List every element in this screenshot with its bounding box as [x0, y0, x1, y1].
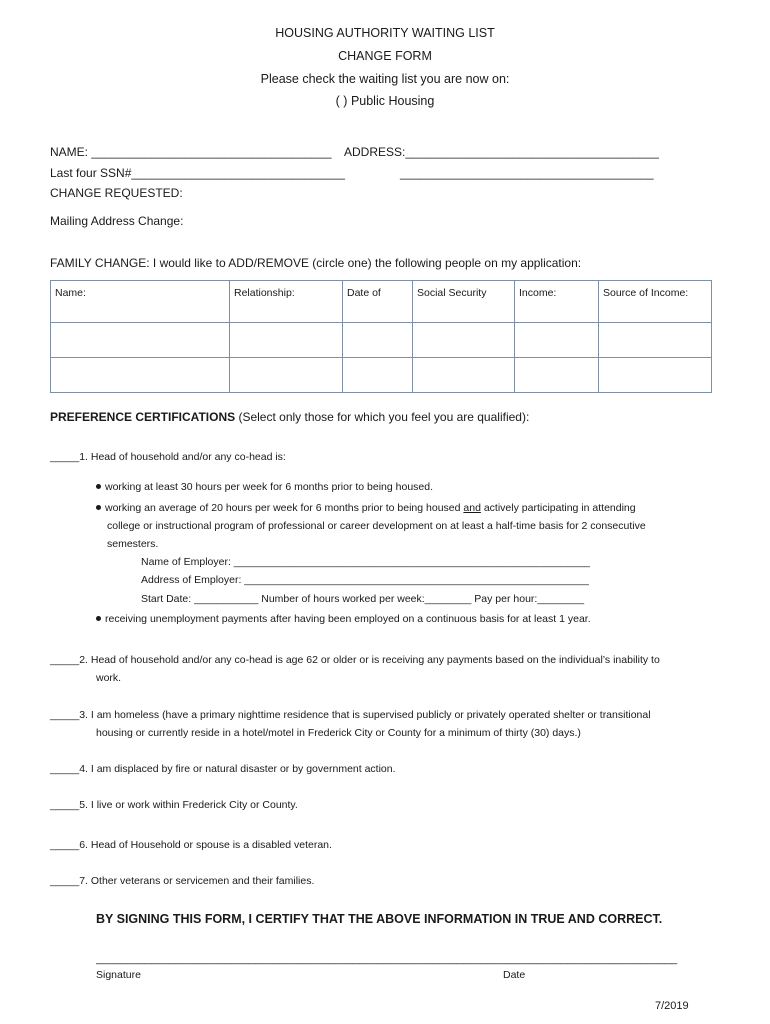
preference-item-4[interactable]: _____4. I am displaced by fire or natural disaster or by government action.: [50, 763, 396, 775]
table-cell[interactable]: [51, 323, 230, 358]
certification-statement: BY SIGNING THIS FORM, I CERTIFY THAT THE ABOVE INFORMATION IN TRUE AND CORRECT.: [96, 912, 663, 926]
preference-item-7[interactable]: _____7. Other veterans or servicemen and their families.: [50, 875, 315, 887]
table-cell[interactable]: [515, 323, 599, 358]
preference-item-1[interactable]: _____1. Head of household and/or any co-head is:: [50, 451, 286, 463]
header-name: Name:: [51, 281, 230, 323]
bullet-text: working at least 30 hours per week for 6 months prior to being housed.: [105, 481, 434, 493]
form-subtitle: CHANGE FORM: [338, 49, 432, 63]
bullet-item-2-line2: college or instructional program of professional or career development on at least a half-time basis for 2 consecutive: [107, 520, 646, 532]
address-line2-field[interactable]: ______________________________________: [400, 166, 654, 180]
bullet-item-3: [96, 613, 591, 625]
table-cell[interactable]: [51, 358, 230, 393]
signature-line[interactable]: _______________________________________________________________________________________________: [96, 953, 678, 965]
change-requested-label: CHANGE REQUESTED:: [50, 186, 183, 200]
preference-item-6[interactable]: _____6. Head of Household or spouse is a disabled veteran.: [50, 839, 332, 851]
preference-item-2[interactable]: _____2. Head of household and/or any co-head is age 62 or older or is receiving any payments based on the individual’s inability to: [50, 654, 660, 666]
table-cell[interactable]: [599, 358, 712, 393]
ssn-field[interactable]: Last four SSN#________________________________: [50, 166, 345, 180]
bullet-icon: [96, 616, 101, 621]
bullet-text: actively participating in attending: [480, 502, 636, 514]
preference-item-2-line2: work.: [96, 672, 122, 684]
header-source-of-income: Source of Income:: [599, 281, 712, 323]
header-social-security: Social Security: [413, 281, 515, 323]
form-title: HOUSING AUTHORITY WAITING LIST: [275, 26, 495, 40]
preference-heading-rest: (Select only those for which you feel you are qualified):: [235, 410, 530, 424]
start-date-hours-pay-field[interactable]: Start Date: ___________ Number of hours worked per week:________ Pay per hour:________: [141, 593, 585, 605]
table-cell[interactable]: [413, 358, 515, 393]
table-cell[interactable]: [413, 323, 515, 358]
public-housing-checkbox[interactable]: ( ) Public Housing: [335, 94, 435, 108]
bullet-item-2: [96, 502, 636, 514]
date-label: Date: [503, 969, 526, 981]
mailing-address-change-label: Mailing Address Change:: [50, 214, 184, 228]
family-change-table: [50, 280, 712, 393]
table-cell[interactable]: [599, 323, 712, 358]
table-cell[interactable]: [515, 358, 599, 393]
table-row: [51, 323, 712, 358]
preference-heading: [50, 410, 529, 424]
preference-item-3-line2: housing or currently reside in a hotel/motel in Frederick City or County for a minimum of thirty (30) days.): [96, 727, 581, 739]
header-relationship: Relationship:: [230, 281, 343, 323]
employer-name-field[interactable]: Name of Employer: _____________________________________________________________: [141, 556, 590, 568]
bullet-text: working an average of 20 hours per week for 6 months prior to being housed: [105, 502, 464, 514]
preference-heading-bold: PREFERENCE CERTIFICATIONS: [50, 410, 236, 424]
bullet-icon: [96, 484, 101, 489]
preference-item-3[interactable]: _____3. I am homeless (have a primary nighttime residence that is supervised publicly or privately operated shelter or transitional: [50, 709, 651, 721]
waiting-list-instruction: Please check the waiting list you are now on:: [260, 72, 510, 86]
revision-date: 7/2019: [655, 1000, 689, 1012]
bullet-icon: [96, 505, 101, 510]
bullet-text-and: and: [463, 502, 481, 514]
table-cell[interactable]: [230, 323, 343, 358]
address-field[interactable]: ADDRESS:______________________________________: [344, 145, 659, 159]
bullet-text: receiving unemployment payments after having been employed on a continuous basis for at least 1 year.: [105, 613, 591, 625]
table-cell[interactable]: [343, 323, 413, 358]
bullet-item-1: [96, 481, 433, 493]
family-change-label: FAMILY CHANGE: I would like to ADD/REMOVE (circle one) the following people on my application:: [50, 256, 582, 270]
name-field[interactable]: NAME: ____________________________________: [50, 145, 332, 159]
preference-item-5[interactable]: _____5. I live or work within Frederick City or County.: [50, 799, 298, 811]
table-row: [51, 358, 712, 393]
header-income: Income:: [515, 281, 599, 323]
signature-label: Signature: [96, 969, 141, 981]
table-cell[interactable]: [230, 358, 343, 393]
employer-address-field[interactable]: Address of Employer: ___________________________________________________________: [141, 574, 589, 586]
header-date-of: Date of: [343, 281, 413, 323]
bullet-item-2-line3: semesters.: [107, 538, 159, 550]
table-cell[interactable]: [343, 358, 413, 393]
table-header-row: [51, 281, 712, 323]
